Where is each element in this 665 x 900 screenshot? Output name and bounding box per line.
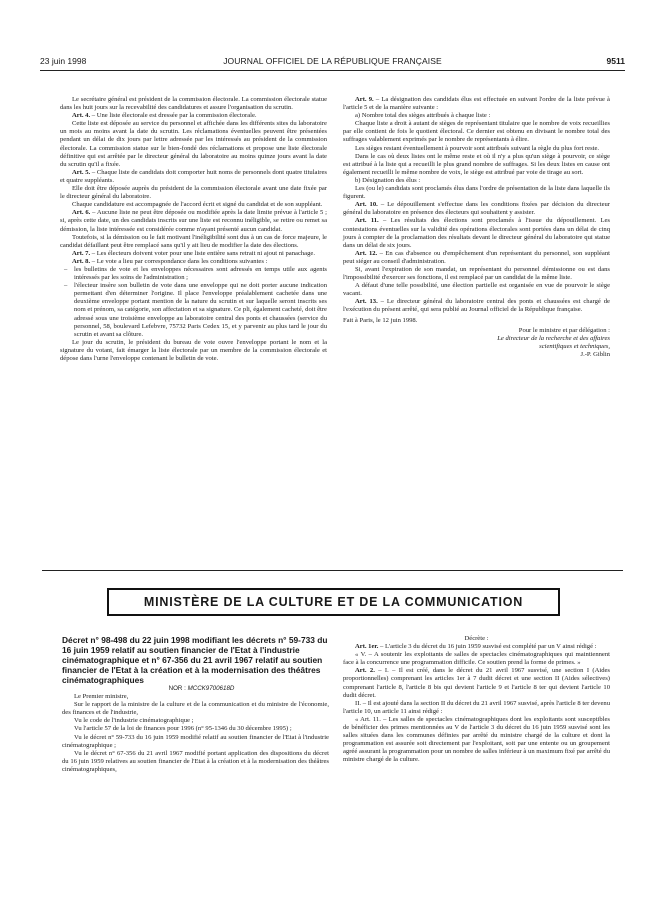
paragraph [62, 701, 329, 717]
paragraph [60, 339, 327, 363]
column-top-left [60, 96, 327, 363]
paragraph-text: – La désignation des candidats élus est effectuée en suivant l'ordre de la liste prévue à l'article 5 et de la manière suivante : [343, 96, 610, 112]
paragraph [62, 725, 329, 733]
paragraph-text: les bulletins de vote et les enveloppes nécessaires sont adressés en temps utile aux agents intéressés par les soins de l'administration ; [74, 265, 327, 282]
article-label: Art. 9. [355, 96, 374, 103]
paragraph-text: Chaque liste a droit à autant de sièges de représentant titulaire que le nombre de voix recueillies par elle contient de fois le quotient électoral. Ce dernier est obtenu en divisant le nombre total des suffrages valablement exprimés par le nombre de représentants à élire. [343, 120, 610, 144]
paragraph-text: Les sièges restant éventuellement à pourvoir sont attribués suivant la règle du plus fort reste. [355, 144, 600, 152]
paragraph-text: Cette liste est déposée au service du personnel et affichée dans les différents sites du laboratoire un mois au moins avant la date du scrutin. Les réclamations éventuelles peuvent être présentées pendant un délai de dix jours par lettre adressée par les intéressés au président de la commission électorale. La commission statue sur le bien-fondé des réclamations et propose une liste électorale définitive qui est arrêtée par le directeur général du laboratoire au moins quinze jours avant la date du scrutin qu'il a fixée. [60, 120, 327, 168]
article-label: Art. 5. [72, 168, 91, 176]
paragraph-text: – Le dépouillement s'effectue dans les conditions fixées par décision du directeur général du laboratoire en présence des électeurs qui souhaitent y assister. [343, 201, 610, 217]
paragraph-text: A défaut d'une telle possibilité, une élection partielle est organisée en vue de pourvoir le siège vacant. [343, 282, 610, 298]
paragraph [343, 96, 610, 112]
paragraph [343, 145, 610, 153]
paragraph-text: – L'article 3 du décret du 16 juin 1959 susvisé est complété par un V ainsi rédigé : [378, 643, 597, 651]
paragraph-text: – Aucune liste ne peut être déposée ou modifiée après la date limite prévue à l'article 5 ; si, après cette date, un des candidats inscrits sur une liste est reconnu inéligible, se retire ou remet sa démission, la liste intéressée est considérée comme n'ayant présenté aucun candidat. [60, 209, 327, 233]
nor-reference [62, 685, 329, 693]
column-bottom-right [343, 635, 610, 765]
paragraph-text: Le jour du scrutin, le président du bureau de vote ouvre l'enveloppe portant le nom et la signature du votant, fait émarger la liste électorale par un membre de la commission électorale et dépose dans l'urne l'enveloppe contenant le bulletin de vote. [60, 338, 327, 362]
paragraph [343, 266, 610, 282]
paragraph-text: Le secrétaire général est président de la commission électorale. La commission électorale statue dans les huit jours sur la recevabilité des candidatures et assure l'organisation du scrutin. [60, 96, 327, 112]
paragraph [60, 234, 327, 250]
decree-title: Décret n° 98-498 du 22 juin 1998 modifiant les décrets n° 59-733 du 16 juin 1959 relatif au soutien financier de l'Etat à l'industrie cinématographique et n° 67-356 du 21 avril 1967 relatif au soutien financier de l'Etat à la création et à la modernisation des théâtres cinématographiques [62, 635, 328, 685]
article-label: Art. 8. [72, 257, 91, 265]
paragraph [343, 112, 610, 120]
header-rule [40, 70, 625, 71]
article-label: Art. 6. [72, 209, 91, 217]
paragraph-text: b) Désignation des élus : [355, 176, 421, 184]
paragraph [343, 250, 610, 266]
article-label: Art. 12. [355, 249, 378, 257]
paragraph [62, 734, 329, 750]
decree-preamble [62, 693, 329, 774]
paragraph-text: – Une liste électorale est dressée par la commission électorale. [90, 112, 257, 120]
paragraph [60, 169, 327, 185]
paragraph-text: – En cas d'absence ou d'empêchement d'un représentant du personnel, son suppléant peut siéger au conseil d'administration. [343, 249, 610, 265]
paragraph-text: a) Nombre total des sièges attribués à chaque liste : [355, 112, 491, 120]
signatory-role: scientifiques et techniques, [539, 342, 610, 350]
paragraph [343, 201, 610, 217]
paragraph-text: II. – Il est ajouté dans la section II du décret du 21 avril 1967 susvisé, après l'article 8 ter devenu l'article 10, un article 11 ainsi rédigé : [343, 699, 610, 715]
paragraph [343, 643, 610, 651]
article-label: Art. 4. [72, 112, 91, 120]
paragraph [343, 716, 610, 765]
paragraph-text: « Art. 11. – Les salles de spectacles cinématographiques dont les exploitants sont susceptibles de bénéficier des primes mentionnées au V de l'article 3 du décret du 16 juin 1959 susvisé sont les salles situées dans les communes définies par arrêté du ministre chargé de la culture et dont la programmation est assurée soit directement par l'exploitant, soit par une entente ou un groupement agréé assurant la programmation pour un nombre de salles inférieur à un maximum fixé par arrêté du ministre chargé de la culture. [343, 715, 610, 764]
place-date: Fait à Paris, le 12 juin 1998. [343, 316, 418, 324]
paragraph-text: – Le vote a lieu par correspondance dans les conditions suivantes : [90, 257, 268, 265]
paragraph [343, 120, 610, 144]
signatory-role: Le directeur de la recherche et des affaires [497, 334, 610, 342]
paragraph-text: – Les résultats des élections sont proclamés à l'issue du dépouillement. Les contestations éventuelles sur la validité des opérations électorales sont portées dans un délai de cinq jours à compter de la proclamation des résultats devant le directeur général du laboratoire qui statue dans un délai de six jours. [343, 217, 610, 249]
paragraph-text: Elle doit être déposée auprès du président de la commission électorale avant une date fixée par le directeur général du laboratoire. [60, 185, 327, 201]
paragraph [60, 112, 327, 120]
running-header [40, 54, 625, 68]
paragraph [343, 282, 610, 298]
paragraph [343, 217, 610, 249]
paragraph [343, 651, 610, 667]
paragraph-text: Chaque candidature est accompagnée de l'accord écrit et signé du candidat et de son suppléant. [72, 201, 323, 209]
signatory-name: J.-P. Giblin [580, 350, 610, 358]
paragraph-text: Vu l'article 57 de la loi de finances pour 1996 (n° 95-1346 du 30 décembre 1995) ; [74, 725, 292, 733]
paragraph [60, 250, 327, 258]
paragraph-text: Toutefois, si la démission ou le fait motivant l'inéligibilité sont dus à un cas de force majeure, le candidat défaillant peut être remplacé sans qu'il y ait lieu de modifier la date des élections. [60, 233, 327, 249]
paragraph-text: « V. – A soutenir les exploitants de salles de spectacles cinématographiques qui maintiennent face à la concurrence une programmation difficile. Ce soutien prend la forme de primes. » [343, 651, 610, 667]
paragraph [343, 185, 610, 201]
paragraph [62, 717, 329, 725]
nor-code: MCCK9700618D [187, 685, 235, 692]
article-label: Art. 7. [72, 249, 91, 257]
paragraph-text: Vu le décret n° 67-356 du 21 avril 1967 modifié portant application des dispositions du décret du 16 juin 1959 relatives au soutien financier de l'Etat à la création et à la modernisation des théâtres cinématographiques, [62, 749, 329, 773]
list-item [60, 266, 327, 282]
paragraph-text: Si, avant l'expiration de son mandat, un représentant du personnel démissionne ou est dans l'impossibilité d'exercer ses fonctions, il est remplacé par un candidat de la même liste. [343, 265, 610, 282]
article-label: Art. 11. [355, 217, 379, 225]
paragraph-text: Vu le décret n° 59-733 du 16 juin 1959 modifié relatif au soutien financier de l'Etat à l'industrie cinématographique ; [62, 733, 329, 749]
paragraph-text: Sur le rapport de la ministre de la culture et de la communication et du ministre de l'économie, des finances et de l'industrie, [62, 701, 329, 717]
paragraph-text: – Chaque liste de candidats doit comporter huit noms de personnels dont quatre titulaires et quatre suppléants. [60, 168, 327, 184]
paragraph [62, 693, 329, 701]
article-label: Art. 1er. [355, 643, 379, 651]
paragraph [60, 258, 327, 266]
paragraph-text: l'électeur insère son bulletin de vote dans une enveloppe qui ne doit porter aucune indication permettant d'en déterminer l'origine. Il place l'enveloppe préalablement cachetée dans une deuxième enveloppe portant mention de la nature du scrutin et sur laquelle seront inscrits ses nom et prénom, sa catégorie, son affectation et sa signature. Ce pli, également cacheté, doit être adressé sous une troisième enveloppe au laboratoire central des ponts et chaussées (service du personnel, 58, boulevard Lefebvre, 75732 Paris Cedex 15, et y parvenir au plus tard le jour du scrutin et avant sa clôture. [74, 282, 327, 338]
issue-date: 23 juin 1998 [40, 56, 87, 66]
paragraph [343, 298, 610, 314]
paragraph [343, 700, 610, 716]
paragraph [343, 667, 610, 699]
paragraph-text: – Les électeurs doivent voter pour une liste entière sans retrait ni ajout ni panachage. [90, 249, 315, 257]
list-item [60, 282, 327, 339]
paragraph [60, 120, 327, 169]
paragraph [343, 177, 610, 185]
paragraph-text: Vu le code de l'industrie cinématographique ; [74, 717, 194, 725]
paragraph-text: Décrète : [464, 635, 489, 642]
paragraph [343, 153, 610, 177]
paragraph-text: Dans le cas où deux listes ont le même reste et où il n'y a plus qu'un siège à pourvoir, ce siège est attribué à la liste qui a recueilli le plus grand nombre de suffrages. Si les deux listes en cause ont également recueilli le même nombre de voix, le siège est attribué par voie de tirage au sort. [343, 152, 610, 176]
column-bottom-left [62, 635, 329, 774]
ministry-heading: MINISTÈRE DE LA CULTURE ET DE LA COMMUNICATION [143, 595, 524, 609]
journal-title: JOURNAL OFFICIEL DE LA RÉPUBLIQUE FRANÇAISE [223, 56, 442, 66]
paragraph-text: – Le directeur général du laboratoire central des ponts et chaussées est chargé de l'exécution du présent arrêté, qui sera publié au Journal officiel de la République française. [343, 298, 610, 314]
paragraph-text: Le Premier ministre, [74, 693, 129, 701]
nor-label: NOR : [168, 685, 186, 692]
article-label: Art. 13. [355, 298, 378, 306]
delegation-line: Pour le ministre et par délégation : [518, 326, 610, 334]
column-top-right [343, 96, 610, 359]
paragraph-text: – I. – Il est créé, dans le décret du 21 avril 1967 susvisé, une section I (Aides proportionnelles) comprenant les articles 1er à 7 dudit décret et une section II (Aides sélectives) comprenant l'article 8, l'article 8 bis qui devient l'article 9 et l'article 8 ter qui devient l'article 10 dudit décret. [343, 667, 610, 699]
page-number: 9511 [606, 56, 625, 66]
section-rule [42, 570, 623, 571]
paragraph [60, 96, 327, 112]
paragraph [60, 209, 327, 233]
paragraph [60, 201, 327, 209]
paragraph [343, 635, 610, 643]
ministry-heading-box [107, 588, 560, 616]
article-label: Art. 10. [355, 201, 378, 209]
article-label: Art. 2. [355, 667, 375, 675]
paragraph [62, 750, 329, 774]
paragraph [60, 185, 327, 201]
paragraph-text: Les (ou le) candidats sont proclamés élus dans l'ordre de présentation de la liste dans laquelle ils figurent. [343, 185, 610, 201]
